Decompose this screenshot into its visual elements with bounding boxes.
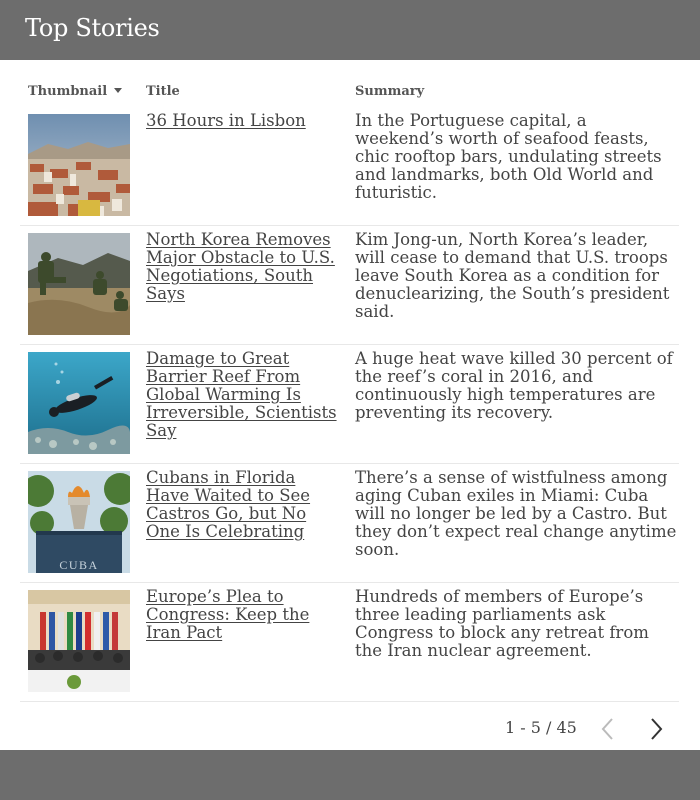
table-row[interactable]: [20, 463, 679, 583]
story-title-link[interactable]: Damage to Great Barrier Reef From Global Warming Is Irreversible, Scientists Say: [146, 349, 337, 440]
cuba-engraving: CUBA: [59, 558, 99, 572]
column-header-summary[interactable]: Summary: [355, 84, 425, 99]
story-summary: Hundreds of members of Europe’s three leading parliaments ask Congress to block any retreat from the Iran nuclear agreement.: [355, 587, 649, 660]
soldiers-training-image[interactable]: [28, 233, 130, 335]
table-row[interactable]: [20, 344, 679, 464]
lisbon-cityscape-image[interactable]: [28, 114, 130, 216]
column-header-thumbnail[interactable]: [28, 84, 122, 99]
diver-reef-image[interactable]: [28, 352, 130, 454]
story-title-link[interactable]: North Korea Removes Major Obstacle to U.S. Negotiations, South Says: [146, 230, 335, 303]
page-title: Top Stories: [25, 14, 160, 42]
story-title-link[interactable]: Cubans in Florida Have Waited to See Castros Go, but No One Is Celebrating: [146, 468, 311, 541]
chevron-right-icon[interactable]: [645, 715, 667, 743]
caret-down-icon: [114, 88, 122, 93]
diplomats-flags-image[interactable]: [28, 590, 130, 692]
table-row[interactable]: [20, 106, 679, 226]
cuba-monument-image[interactable]: [28, 471, 130, 573]
pagination: [0, 715, 700, 745]
column-header-thumbnail-label: Thumbnail: [28, 84, 108, 99]
story-summary: Kim Jong-un, North Korea’s leader, will cease to demand that U.S. troops leave South Korea as a condition for denuclearizing, the South’s president said.: [355, 230, 670, 321]
story-summary: There’s a sense of wistfulness among aging Cuban exiles in Miami: Cuba will no longer be led by a Castro. But they don’t expect real change anytime soon.: [355, 468, 677, 559]
column-header-title[interactable]: Title: [146, 84, 180, 99]
pagination-range: 1 - 5 / 45: [505, 718, 577, 737]
story-title-link[interactable]: Europe’s Plea to Congress: Keep the Iran Pact: [146, 587, 310, 642]
app-header: [0, 0, 700, 60]
footer-band: [0, 750, 700, 800]
table-header: [0, 82, 700, 102]
table-row[interactable]: [20, 225, 679, 345]
story-summary: A huge heat wave killed 30 percent of the reef’s coral in 2016, and continuously high temperatures are preventing its recovery.: [355, 349, 673, 422]
story-summary: In the Portuguese capital, a weekend’s worth of seafood feasts, chic rooftop bars, undulating streets and landmarks, both Old World and futuristic.: [355, 111, 662, 202]
chevron-left-icon[interactable]: [597, 715, 619, 743]
story-title-link[interactable]: 36 Hours in Lisbon: [146, 111, 306, 130]
table-row[interactable]: [20, 582, 679, 702]
